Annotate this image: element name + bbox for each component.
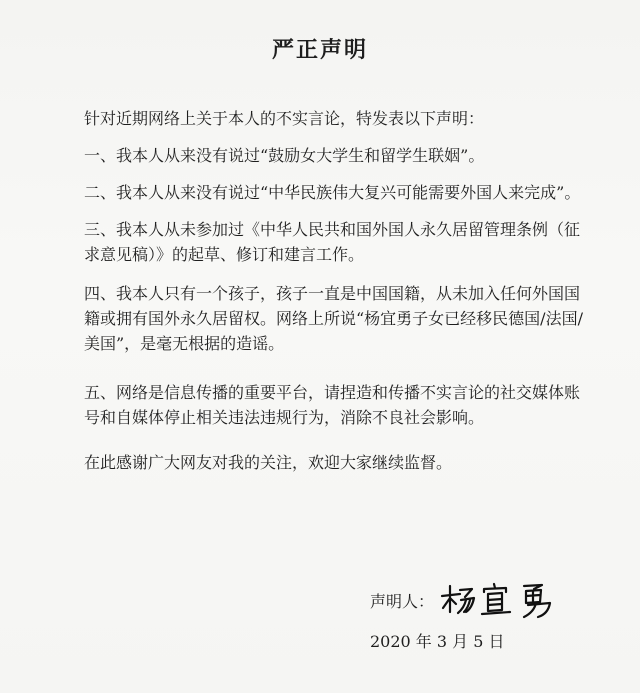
handwritten-signature <box>438 580 558 620</box>
statement-date: 2020 年 3 月 5 日 <box>370 632 505 651</box>
page-title: 严正声明 <box>271 38 368 63</box>
statement-item-2: 二、我本人从来没有说过“中华民族伟大复兴可能需要外国人来完成”。 <box>84 183 581 202</box>
statement-item-4: 四、我本人只有一个孩子，孩子一直是中国国籍，从未加入任何外国国籍或拥有国外永久居留权。网络上所说“杨宜勇子女已经移民德国/法国/美国”，是毫无根据的造谣。 <box>84 284 583 353</box>
signature-block <box>370 580 558 620</box>
statement-item-1: 一、我本人从来没有说过“鼓励女大学生和留学生联姻”。 <box>84 146 485 165</box>
signature-label: 声明人： <box>370 591 435 611</box>
thanks-paragraph: 在此感谢广大网友对我的关注，欢迎大家继续监督。 <box>84 453 453 472</box>
statement-item-3: 三、我本人从未参加过《中华人民共和国外国人永久居留管理条例（征求意见稿）》的起草、修订和建言工作。 <box>84 220 581 264</box>
intro-paragraph: 针对近期网络上关于本人的不实言论，特发表以下声明： <box>84 109 485 128</box>
statement-item-5: 五、网络是信息传播的重要平台，请捏造和传播不实言论的社交媒体账号和自媒体停止相关违法违规行为，消除不良社会影响。 <box>84 383 581 427</box>
